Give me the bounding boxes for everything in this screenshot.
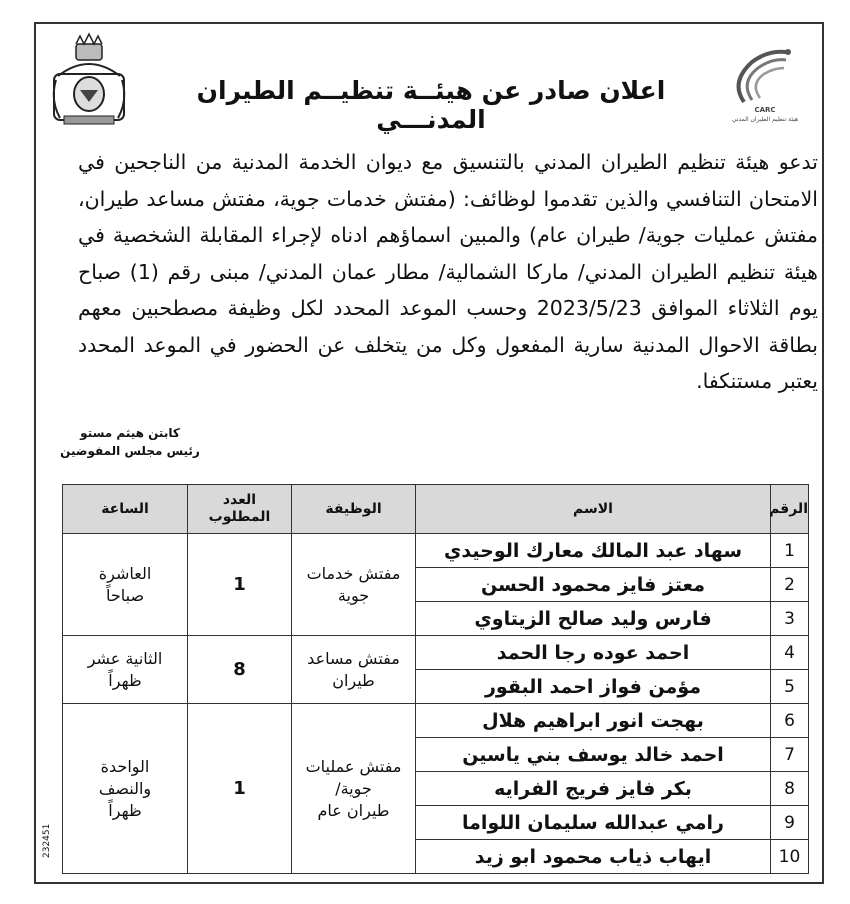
header-number: الرقم xyxy=(771,485,809,534)
group-job-line: مفتش مساعد xyxy=(307,648,400,668)
group-job-line: جوية/ xyxy=(335,778,372,798)
row-name: احمد عوده رجا الحمد xyxy=(416,636,771,670)
reference-number: 232451 xyxy=(42,823,52,858)
row-name: احمد خالد يوسف بني ياسين xyxy=(416,738,771,772)
group-count: 1 xyxy=(188,534,292,636)
jordan-coat-of-arms-icon xyxy=(50,30,128,130)
group-job-line: طيران xyxy=(332,670,375,690)
row-number: 6 xyxy=(771,704,809,738)
row-name: بكر فايز فريج الفرايه xyxy=(416,772,771,806)
group-time xyxy=(63,534,188,636)
group-job-line: مفتش عمليات xyxy=(305,756,402,776)
table-row xyxy=(63,636,809,670)
row-name: سهاد عبد المالك معارك الوحيدي xyxy=(416,534,771,568)
group-time xyxy=(63,704,188,874)
signature-block xyxy=(40,424,220,460)
group-job-line: جوية xyxy=(337,585,370,605)
group-job-line: طيران عام xyxy=(317,800,390,820)
carc-logo xyxy=(722,42,808,134)
announcement-title: اعلان صادر عن هيئــة تنظيــم الطيران المدنـــي xyxy=(196,76,666,134)
group-time xyxy=(63,636,188,704)
carc-logo-subtitle: هيئة تنظيم الطيران المدني xyxy=(731,116,799,123)
announcement-body: تدعو هيئة تنظيم الطيران المدني بالتنسيق مع ديوان الخدمة المدنية من الناجحين في الامتحان التنافسي والذين تقدموا لوظائف: (مفتش خدمات جوية، مفتش مساعد طيران، مفتش عمليات جوية/ طيران عام) والمبين اسماؤهم ادناه لإجراء المقابلة الشخصية في هيئة تنظيم الطيران المدني/ ماركا الشمالية/ مطار عمان المدني/ مبنى رقم (1) صباح يوم الثلاثاء الموافق 2023/5/23 وحسب الموعد المحدد لكل وظيفة مصطحبين معهم بطاقة الاحوال المدنية سارية المفعول وكل من يتخلف عن الحضور في الموعد المحدد يعتبر مستنكفا. xyxy=(78,150,818,393)
signatory-name: كابتن هيثم مستو xyxy=(80,426,180,440)
announcement-frame xyxy=(34,22,824,884)
row-name: ايهاب ذياب محمود ابو زيد xyxy=(416,840,771,874)
carc-wings-icon xyxy=(722,42,808,112)
group-time-line: والنصف xyxy=(98,778,152,798)
row-number: 9 xyxy=(771,806,809,840)
row-number: 8 xyxy=(771,772,809,806)
signatory-position: رئيس مجلس المفوضين xyxy=(60,444,200,458)
row-number: 2 xyxy=(771,568,809,602)
header-name: الاسم xyxy=(416,485,771,534)
row-name: رامي عبدالله سليمان اللواما xyxy=(416,806,771,840)
group-time-line: ظهراً xyxy=(108,670,142,690)
row-number: 4 xyxy=(771,636,809,670)
row-number: 1 xyxy=(771,534,809,568)
table-row xyxy=(63,704,809,738)
header-job: الوظيفة xyxy=(292,485,416,534)
group-time-line: الثانية عشر xyxy=(87,648,163,668)
header-count-line2: المطلوب xyxy=(208,509,271,525)
header-count-line1: العدد xyxy=(222,492,257,508)
group-time-line: الواحدة xyxy=(100,756,150,776)
row-name: مؤمن فواز احمد البقور xyxy=(416,670,771,704)
row-number: 5 xyxy=(771,670,809,704)
group-job-line: مفتش خدمات xyxy=(306,563,401,583)
row-name: معتز فايز محمود الحسن xyxy=(416,568,771,602)
candidates-table xyxy=(62,484,809,874)
group-count: 1 xyxy=(188,704,292,874)
row-number: 7 xyxy=(771,738,809,772)
carc-logo-text: CARC xyxy=(754,106,776,114)
row-number: 10 xyxy=(771,840,809,874)
table-header-row xyxy=(63,485,809,534)
announcement-header xyxy=(36,24,822,136)
group-time-line: صباحاً xyxy=(105,585,145,605)
header-count xyxy=(188,485,292,534)
row-name: بهجت انور ابراهيم هلال xyxy=(416,704,771,738)
group-time-line: العاشرة xyxy=(98,563,152,583)
group-job xyxy=(292,704,416,874)
header-time: الساعة xyxy=(63,485,188,534)
table-row xyxy=(63,534,809,568)
group-time-line: ظهراً xyxy=(108,800,142,820)
row-name: فارس وليد صالح الزيتاوي xyxy=(416,602,771,636)
group-count: 8 xyxy=(188,636,292,704)
group-job xyxy=(292,534,416,636)
group-job xyxy=(292,636,416,704)
row-number: 3 xyxy=(771,602,809,636)
